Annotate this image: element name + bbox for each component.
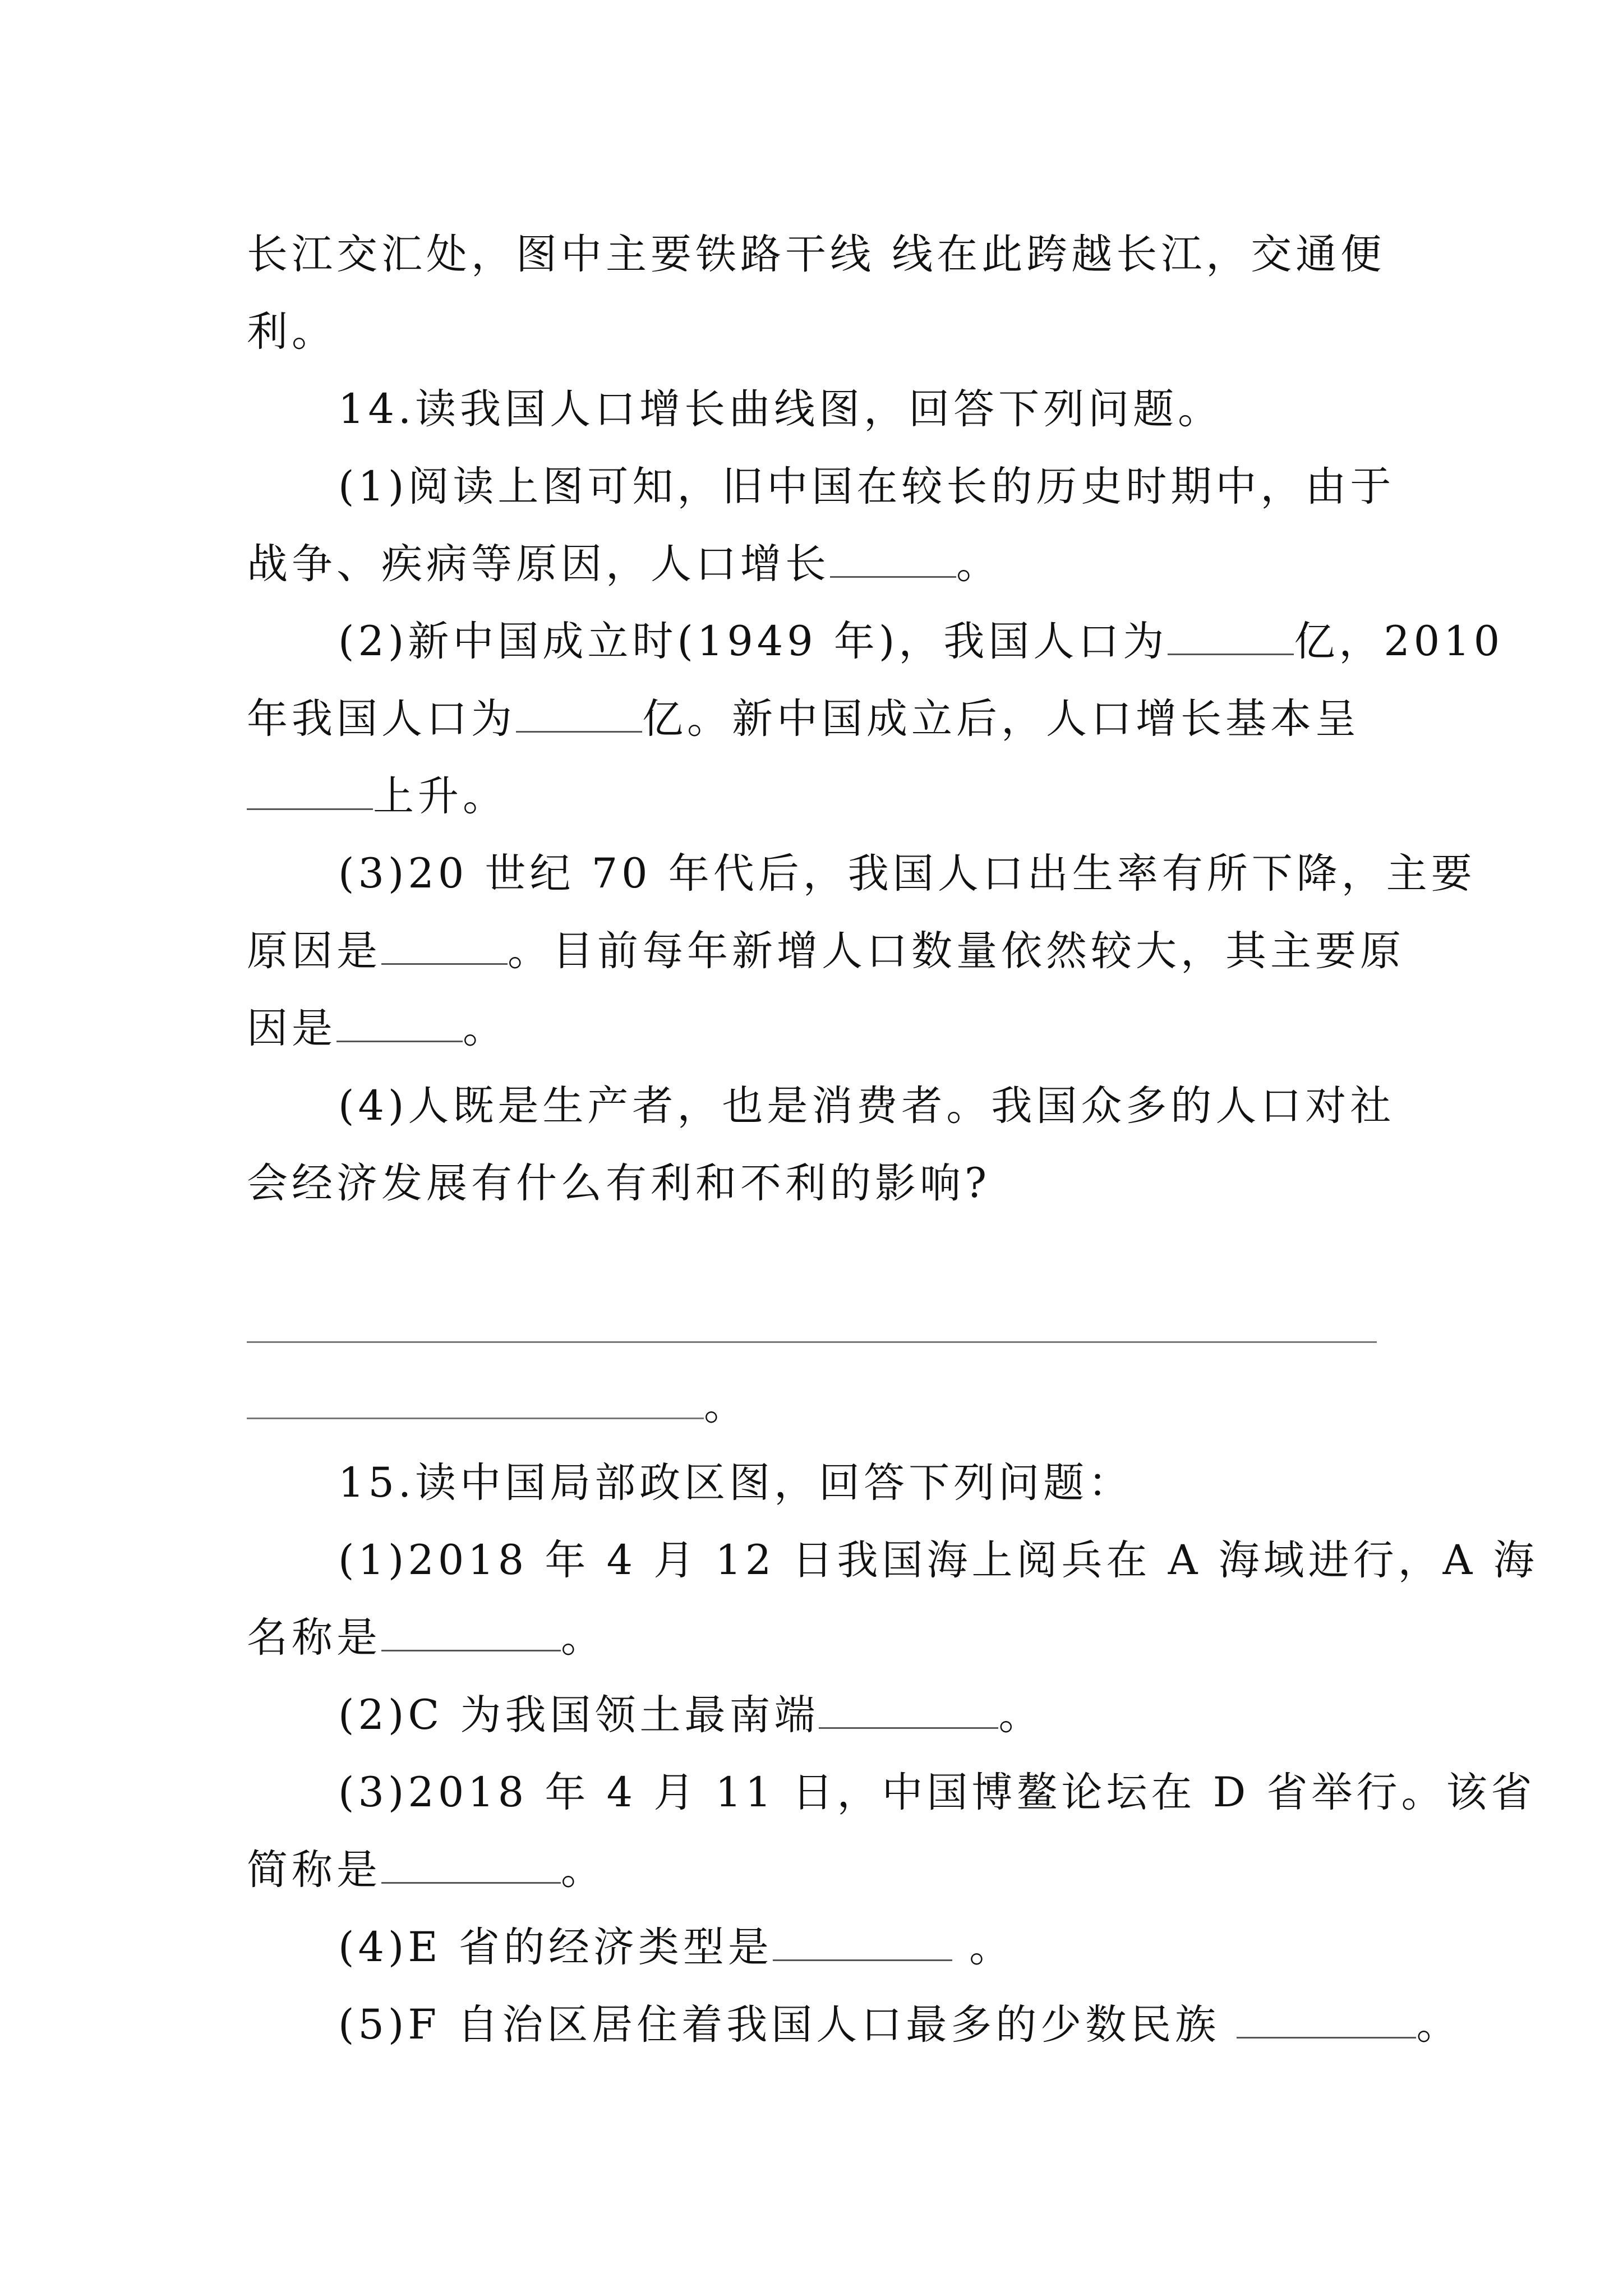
q15-part1-line1 [247,1522,1538,1599]
q14-part4-line1 [247,1068,1396,1145]
q14-part4-line2 [247,1145,1396,1222]
answer-line-short [247,1367,1396,1444]
q14-part1-text: (1)阅读上图可知，旧中国在较长的历史时期中，由于 [338,463,1395,510]
punctuation: 。 [561,1846,606,1894]
spacer [247,1222,1396,1290]
answer-blank[interactable] [516,692,642,733]
q14-part3-text-c: 因是 [247,1005,336,1052]
q13-continuation: 长江交汇处，图中主要铁路干线 线在此跨越长江，交通便 [247,231,1386,278]
punctuation: 。 [1416,2001,1461,2049]
q14-part2-text-b: 年我国人口为 [247,695,516,743]
q14-part4-text: (4)人既是生产者，也是消费者。我国众多的人口对社 [338,1082,1395,1130]
q14-part4-text-cont: 会经济发展有什么有利和不利的影响? [247,1159,991,1207]
punctuation: 。 [463,1005,508,1052]
q14-part2-text-b-cont: 亿。新中国成立后，人口增长基本呈 [642,695,1360,743]
q14-part3-line3 [247,990,1396,1068]
q15-part1-text-b: 名称是 [247,1614,381,1662]
q13-continuation-end: 利。 [247,308,336,356]
q15-part3-text: (3)2018 年 4 月 11 日，中国博鳌论坛在 D 省举行。该省 [338,1769,1536,1816]
q14-part1-line1 [247,448,1396,526]
q15-part5-text: (5)F 自治区居住着我国人口最多的少数民族 [338,2001,1237,2049]
question-14-title [247,371,1396,448]
question-14-text: 14.读我国人口增长曲线图，回答下列问题。 [338,385,1223,433]
question-15-text: 15.读中国局部政区图，回答下列问题： [338,1459,1133,1507]
question-15-title [247,1444,1396,1522]
q14-part1-line2 [247,526,1396,603]
q14-part2-line1 [247,603,1504,680]
q14-part3-text-b: 原因是 [247,927,381,975]
punctuation: 。 [956,540,1001,588]
q14-part1-text-cont: 战争、疾病等原因，人口增长 [247,540,830,588]
answer-blank[interactable] [830,537,956,578]
answer-blank[interactable] [381,1611,561,1651]
q14-part2-text-c: 上升。 [373,772,508,820]
punctuation: 。 [998,1691,1044,1739]
text-line [247,293,1396,371]
punctuation: 。 [561,1614,606,1662]
answer-blank[interactable] [819,1688,998,1729]
document-page [247,216,1538,2064]
q15-part4-text: (4)E 省的经济类型是 [338,1924,773,1971]
q15-part3-text-b: 简称是 [247,1846,381,1894]
q14-part2-text-cont: 亿，2010 [1294,618,1504,665]
answer-blank[interactable] [247,770,373,810]
answer-rule [247,1341,1377,1343]
q15-part2-text: (2)C 为我国领土最南端 [338,1691,819,1739]
q15-part1-line2 [247,1599,1396,1677]
q15-part3-line2 [247,1832,1396,1909]
q14-part3-text: (3)20 世纪 70 年代后，我国人口出生率有所下降，主要 [338,850,1476,898]
q15-part4-line [247,1909,1396,1986]
text-line [247,216,1396,293]
q15-part5-line [247,1986,1461,2064]
punctuation: 。 [704,1382,745,1429]
answer-blank[interactable] [773,1921,952,1961]
answer-blank[interactable] [381,924,508,965]
q14-part3-line2 [247,913,1405,990]
q15-part3-line1 [247,1754,1536,1832]
q15-part1-text: (1)2018 年 4 月 12 日我国海上阅兵在 A 海域进行，A 海 [338,1536,1538,1584]
q15-part2-line [247,1677,1396,1754]
answer-blank[interactable] [336,1002,463,1042]
q14-part3-text-b-cont: 。目前每年新增人口数量依然较大，其主要原 [508,927,1405,975]
answer-blank[interactable] [1237,1998,1416,2039]
punctuation: 。 [952,1924,1015,1971]
answer-blank[interactable] [247,1379,704,1419]
answer-blank[interactable] [1168,615,1294,655]
answer-blank[interactable] [381,1843,561,1884]
q14-part2-line2 [247,680,1396,758]
answer-line[interactable] [247,1290,1396,1367]
q14-part2-line3 [247,758,1396,835]
q14-part3-line1 [247,835,1476,913]
q14-part2-text: (2)新中国成立时(1949 年)，我国人口为 [338,618,1168,665]
